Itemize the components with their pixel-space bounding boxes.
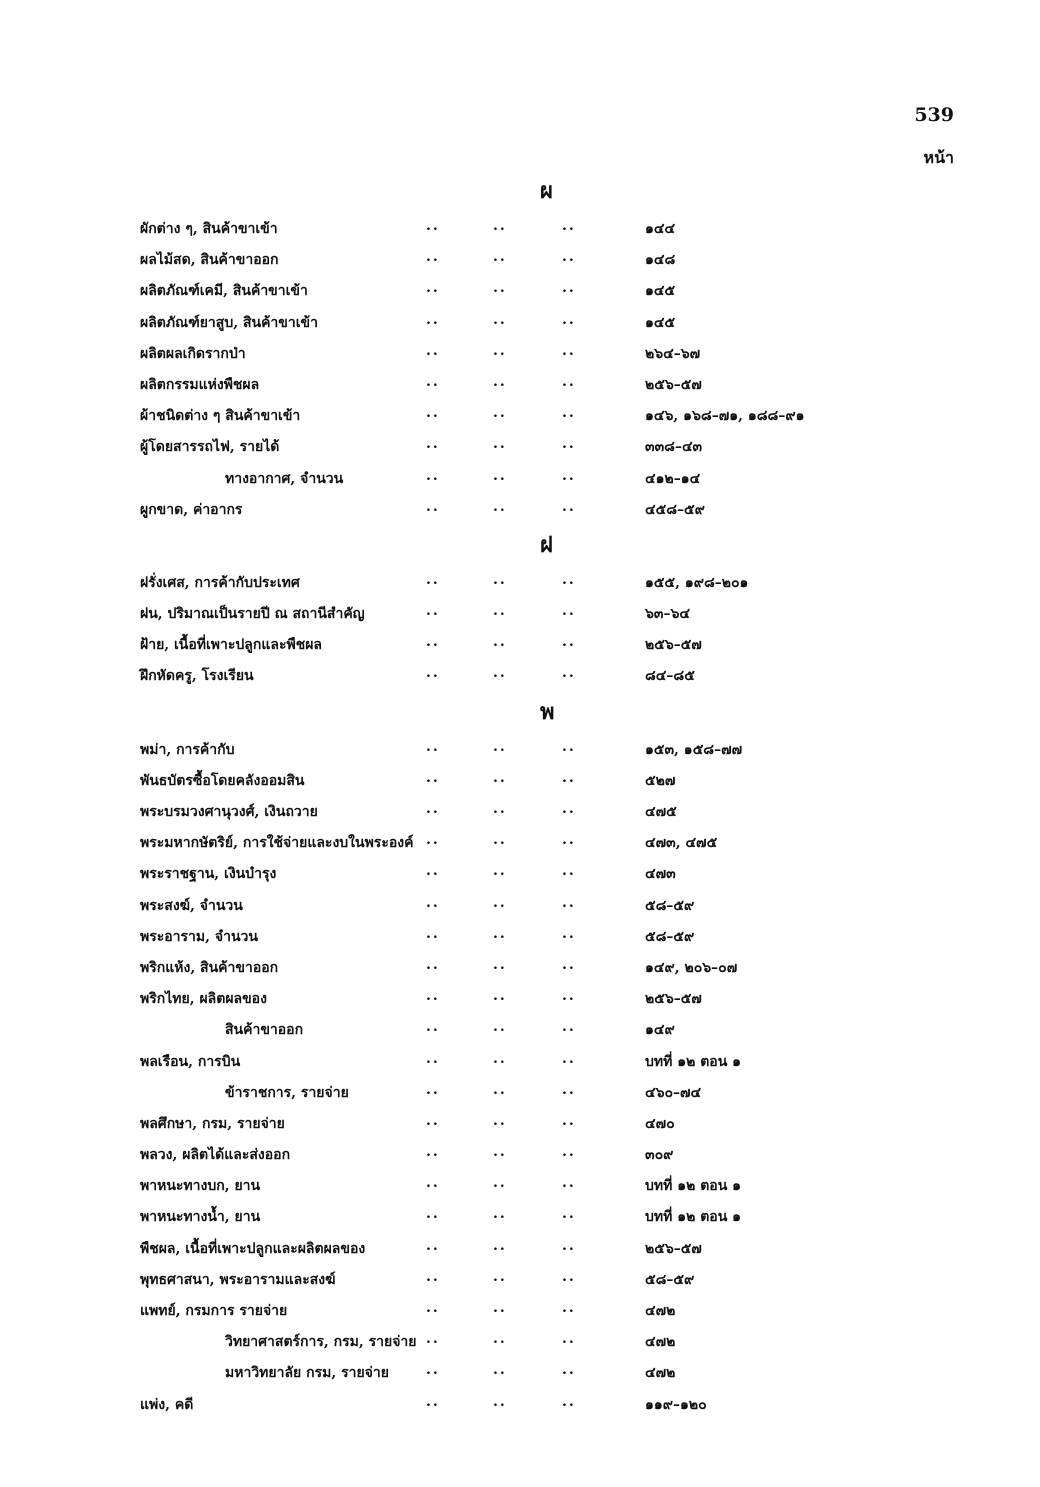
leader-dots: .. [562,801,576,817]
entry-term: พลศึกษา, กรม, รายจ่าย [140,1115,285,1132]
leader-dots: .. [562,863,576,880]
entry-term: พลวง, ผลิตได้และส่งออก [140,1147,291,1164]
leader-dots: .. [562,1112,576,1129]
index-entry [0,493,1040,524]
leader-dots: .. [493,1019,507,1036]
index-entry [0,1200,1040,1231]
entry-pages: ๑๔๔ [645,221,676,237]
leader-dots: .. [426,665,440,682]
entry-term: ฝึกหัดครู, โรงเรียน [140,668,254,685]
index-entry [0,1232,1040,1263]
entry-pages: ๖๓–๖๔ [645,606,690,623]
leader-dots: .. [562,467,576,484]
entry-pages: ๒๖๔–๖๗ [645,345,701,362]
entry-term: พม่า, การค้ากับ [140,741,235,758]
entry-pages: บทที่ ๑๒ ตอน ๑ [645,1209,742,1226]
leader-dots: .. [562,498,576,515]
leader-dots: .. [493,373,507,390]
leader-dots: .. [562,1393,576,1410]
index-entry [0,889,1040,920]
leader-dots: .. [426,436,440,453]
entry-term: พระมหากษัตริย์, การใช้จ่ายและงบในพระองค์ [140,835,414,852]
entry-pages: ๑๔๘ [645,252,676,269]
leader-dots: .. [562,436,576,453]
leader-dots: .. [426,218,440,234]
leader-dots: .. [426,769,440,786]
leader-dots: .. [426,280,440,297]
entry-pages: ๔๗๕ [645,804,677,820]
entry-term: ฝน, ปริมาณเป็นรายปี ณ สถานีสำคัญ [140,606,365,623]
leader-dots: .. [493,603,507,620]
leader-dots: .. [562,1050,576,1067]
index-entry [0,920,1040,951]
leader-dots: .. [493,405,507,422]
leader-dots: .. [426,467,440,484]
leader-dots: .. [562,769,576,786]
leader-dots: .. [493,894,507,911]
leader-dots: .. [562,738,576,755]
index-entry [0,1294,1040,1325]
index-entry [0,399,1040,430]
leader-dots: .. [426,1331,440,1348]
leader-dots: .. [493,436,507,453]
entry-term: สินค้าขาออก [225,1022,304,1039]
leader-dots: .. [426,801,440,817]
leader-dots: .. [493,925,507,942]
leader-dots: .. [426,738,440,755]
index-entry [0,733,1040,764]
leader-dots: .. [562,1206,576,1223]
leader-dots: .. [493,1050,507,1067]
leader-dots: .. [562,405,576,422]
index-entry [0,212,1040,243]
entry-term: ผ้าชนิดต่าง ๆ สินค้าขาเข้า [140,408,301,425]
index-entry [0,1013,1040,1044]
entry-pages: ๕๘–๕๙ [645,1271,695,1288]
entry-pages: ๓๐๙ [645,1147,674,1164]
leader-dots: .. [426,1019,440,1036]
leader-dots: .. [493,1300,507,1316]
leader-dots: .. [426,498,440,515]
entry-term: ฝรั่งเศส, การค้ากับประเทศ [140,574,300,591]
entry-term: พันธบัตรซื้อโดยคลังออมสิน [140,772,305,789]
entry-term: ผู้โดยสารรถไฟ, รายได้ [140,439,280,456]
index-entry [0,1045,1040,1076]
leader-dots: .. [493,1393,507,1410]
entry-pages: ๔๕๘–๕๙ [645,501,705,518]
index-entry [0,462,1040,493]
entry-term: แพ่ง, คดี [140,1396,194,1413]
leader-dots: .. [493,665,507,682]
entry-pages: ๔๖๐–๗๔ [645,1084,702,1101]
entry-term: พาหนะทางบก, ยาน [140,1178,261,1195]
leader-dots: .. [426,634,440,651]
entry-term: พลเรือน, การบิน [140,1053,241,1070]
leader-dots: .. [562,373,576,390]
index-entry [0,306,1040,337]
leader-dots: .. [426,1237,440,1254]
leader-dots: .. [562,280,576,297]
leader-dots: .. [426,603,440,620]
entry-pages: ๑๔๙ [645,1022,675,1039]
leader-dots: .. [493,863,507,880]
entry-pages: ๒๕๖–๕๗ [645,1240,702,1257]
leader-dots: .. [493,249,507,266]
leader-dots: .. [426,342,440,359]
leader-dots: .. [493,832,507,849]
entry-term: ผลิตกรรมแห่งพืชผล [140,376,260,393]
leader-dots: .. [426,1362,440,1379]
index-entry [0,1263,1040,1294]
leader-dots: .. [493,1268,507,1285]
entry-term: พาหนะทางน้ำ, ยาน [140,1209,261,1226]
entry-pages: ๕๒๗ [645,772,676,789]
leader-dots: .. [562,1362,576,1379]
entry-term: มหาวิทยาลัย กรม, รายจ่าย [225,1365,389,1382]
index-entry [0,857,1040,888]
index-entry [0,1356,1040,1387]
entry-term: แพทย์, กรมการ รายจ่าย [140,1303,288,1319]
entry-term: ทางอากาศ, จำนวน [225,470,344,487]
entry-term: พริกแห้ง, สินค้าขาออก [140,959,279,976]
leader-dots: .. [562,988,576,1005]
leader-dots: .. [493,311,507,328]
leader-dots: .. [562,634,576,651]
entry-term: พระบรมวงศานุวงศ์, เงินถวาย [140,804,318,820]
leader-dots: .. [493,1175,507,1192]
leader-dots: .. [562,571,576,588]
section-letter: ผ [540,178,553,204]
index-entry [0,795,1040,826]
entry-pages: ๕๘–๕๙ [645,897,695,914]
leader-dots: .. [562,1237,576,1254]
entry-term: ฝ้าย, เนื้อที่เพาะปลูกและพืชผล [140,637,322,654]
leader-dots: .. [426,571,440,588]
entry-pages: ๓๓๘–๔๓ [645,439,703,456]
entry-pages: ๔๗๓ [645,866,676,883]
index-entry [0,1169,1040,1200]
leader-dots: .. [493,1144,507,1161]
leader-dots: .. [562,603,576,620]
index-entry [0,243,1040,274]
entry-pages: ๒๕๖–๕๗ [645,376,702,393]
entry-term: วิทยาศาสตร์การ, กรม, รายจ่าย [225,1334,417,1351]
leader-dots: .. [493,801,507,817]
leader-dots: .. [426,988,440,1005]
leader-dots: .. [426,1050,440,1067]
entry-term: ผลิตผลเกิดรากป่า [140,345,246,362]
entry-pages: ๑๔๕ [645,283,676,300]
leader-dots: .. [493,280,507,297]
index-entry [0,597,1040,628]
leader-dots: .. [562,1331,576,1348]
entry-term: ผักต่าง ๆ, สินค้าขาเข้า [140,221,278,237]
index-entry [0,826,1040,857]
index-entry [0,951,1040,982]
leader-dots: .. [493,956,507,973]
entry-term: พริกไทย, ผลิตผลของ [140,991,267,1008]
leader-dots: .. [493,988,507,1005]
entry-pages: ๔๗๓, ๔๗๕ [645,835,718,852]
leader-dots: .. [426,925,440,942]
entry-term: พระอาราม, จำนวน [140,928,258,945]
entry-pages: ๒๕๖–๕๗ [645,991,702,1008]
leader-dots: .. [562,956,576,973]
section-letter: ฝ [540,531,553,558]
index-entry [0,659,1040,690]
leader-dots: .. [426,311,440,328]
leader-dots: .. [562,1268,576,1285]
leader-dots: .. [493,738,507,755]
leader-dots: .. [562,1175,576,1192]
entry-pages: ๘๔–๘๕ [645,668,695,685]
entry-pages: ๔๑๒–๑๔ [645,470,701,487]
entry-pages: ๑๕๓, ๑๕๘–๗๗ [645,741,743,758]
leader-dots: .. [562,894,576,911]
leader-dots: .. [562,925,576,942]
entry-term: ผลิตภัณฑ์ยาสูบ, สินค้าขาเข้า [140,314,318,331]
leader-dots: .. [493,467,507,484]
entry-pages: ๑๕๕, ๑๙๘–๒๐๑ [645,574,749,591]
leader-dots: .. [562,1081,576,1098]
entry-term: ผูกขาด, ค่าอากร [140,501,243,518]
index-entry [0,1325,1040,1356]
leader-dots: .. [562,1019,576,1036]
entry-pages: ๔๗๒ [645,1303,676,1319]
index-entry [0,1076,1040,1107]
leader-dots: .. [562,218,576,234]
leader-dots: .. [426,832,440,849]
entry-term: พุทธศาสนา, พระอารามและสงฆ์ [140,1271,336,1288]
leader-dots: .. [426,1144,440,1161]
entry-term: พระราชฐาน, เงินบำรุง [140,866,277,883]
leader-dots: .. [493,571,507,588]
index-list [0,170,1040,1419]
leader-dots: .. [493,1206,507,1223]
index-entry [0,764,1040,795]
leader-dots: .. [426,894,440,911]
leader-dots: .. [426,1300,440,1316]
entry-pages: ๔๗๒ [645,1365,676,1382]
entry-pages: ๔๗๐ [645,1115,675,1132]
leader-dots: .. [426,249,440,266]
entry-pages: ๑๑๙–๑๒๐ [645,1396,707,1413]
leader-dots: .. [493,218,507,234]
leader-dots: .. [426,956,440,973]
entry-term: ข้าราชการ, รายจ่าย [225,1084,349,1101]
leader-dots: .. [493,1112,507,1129]
leader-dots: .. [562,665,576,682]
leader-dots: .. [426,1112,440,1129]
leader-dots: .. [426,405,440,422]
leader-dots: .. [493,1362,507,1379]
leader-dots: .. [493,769,507,786]
index-entry [0,274,1040,305]
leader-dots: .. [426,1206,440,1223]
leader-dots: .. [426,863,440,880]
index-entry [0,1107,1040,1138]
leader-dots: .. [426,1175,440,1192]
page-number: 539 [914,104,954,126]
leader-dots: .. [562,1300,576,1316]
leader-dots: .. [493,498,507,515]
leader-dots: .. [426,1268,440,1285]
entry-pages: ๑๔๙, ๒๐๖–๐๗ [645,959,738,976]
section-letter: พ [540,698,555,725]
entry-term: พืชผล, เนื้อที่เพาะปลูกและผลิตผลของ [140,1240,366,1257]
entry-pages: ๑๔๕ [645,314,676,331]
leader-dots: .. [562,249,576,266]
leader-dots: .. [426,1393,440,1410]
leader-dots: .. [493,1081,507,1098]
entry-pages: ๑๔๖, ๑๖๘–๗๑, ๑๘๘–๙๑ [645,408,805,425]
entry-pages: บทที่ ๑๒ ตอน ๑ [645,1178,742,1195]
leader-dots: .. [493,1237,507,1254]
index-entry [0,368,1040,399]
index-entry [0,430,1040,461]
index-entry [0,566,1040,597]
entry-term: ผลิตภัณฑ์เคมี, สินค้าขาเข้า [140,283,308,300]
leader-dots: .. [562,311,576,328]
entry-pages: ๔๗๒ [645,1334,676,1351]
leader-dots: .. [493,342,507,359]
leader-dots: .. [493,1331,507,1348]
index-entry [0,1388,1040,1419]
index-entry [0,337,1040,368]
entry-term: พระสงฆ์, จำนวน [140,897,243,914]
entry-pages: บทที่ ๑๒ ตอน ๑ [645,1053,742,1070]
index-entry [0,982,1040,1013]
entry-pages: ๕๘–๕๙ [645,928,695,945]
leader-dots: .. [426,373,440,390]
leader-dots: .. [426,1081,440,1098]
leader-dots: .. [562,1144,576,1161]
leader-dots: .. [562,342,576,359]
index-entry [0,628,1040,659]
entry-pages: ๒๕๖–๕๗ [645,637,702,654]
leader-dots: .. [493,634,507,651]
entry-term: ผลไม้สด, สินค้าขาออก [140,252,279,269]
index-entry [0,1138,1040,1169]
leader-dots: .. [562,832,576,849]
page-label: หน้า [923,148,954,167]
